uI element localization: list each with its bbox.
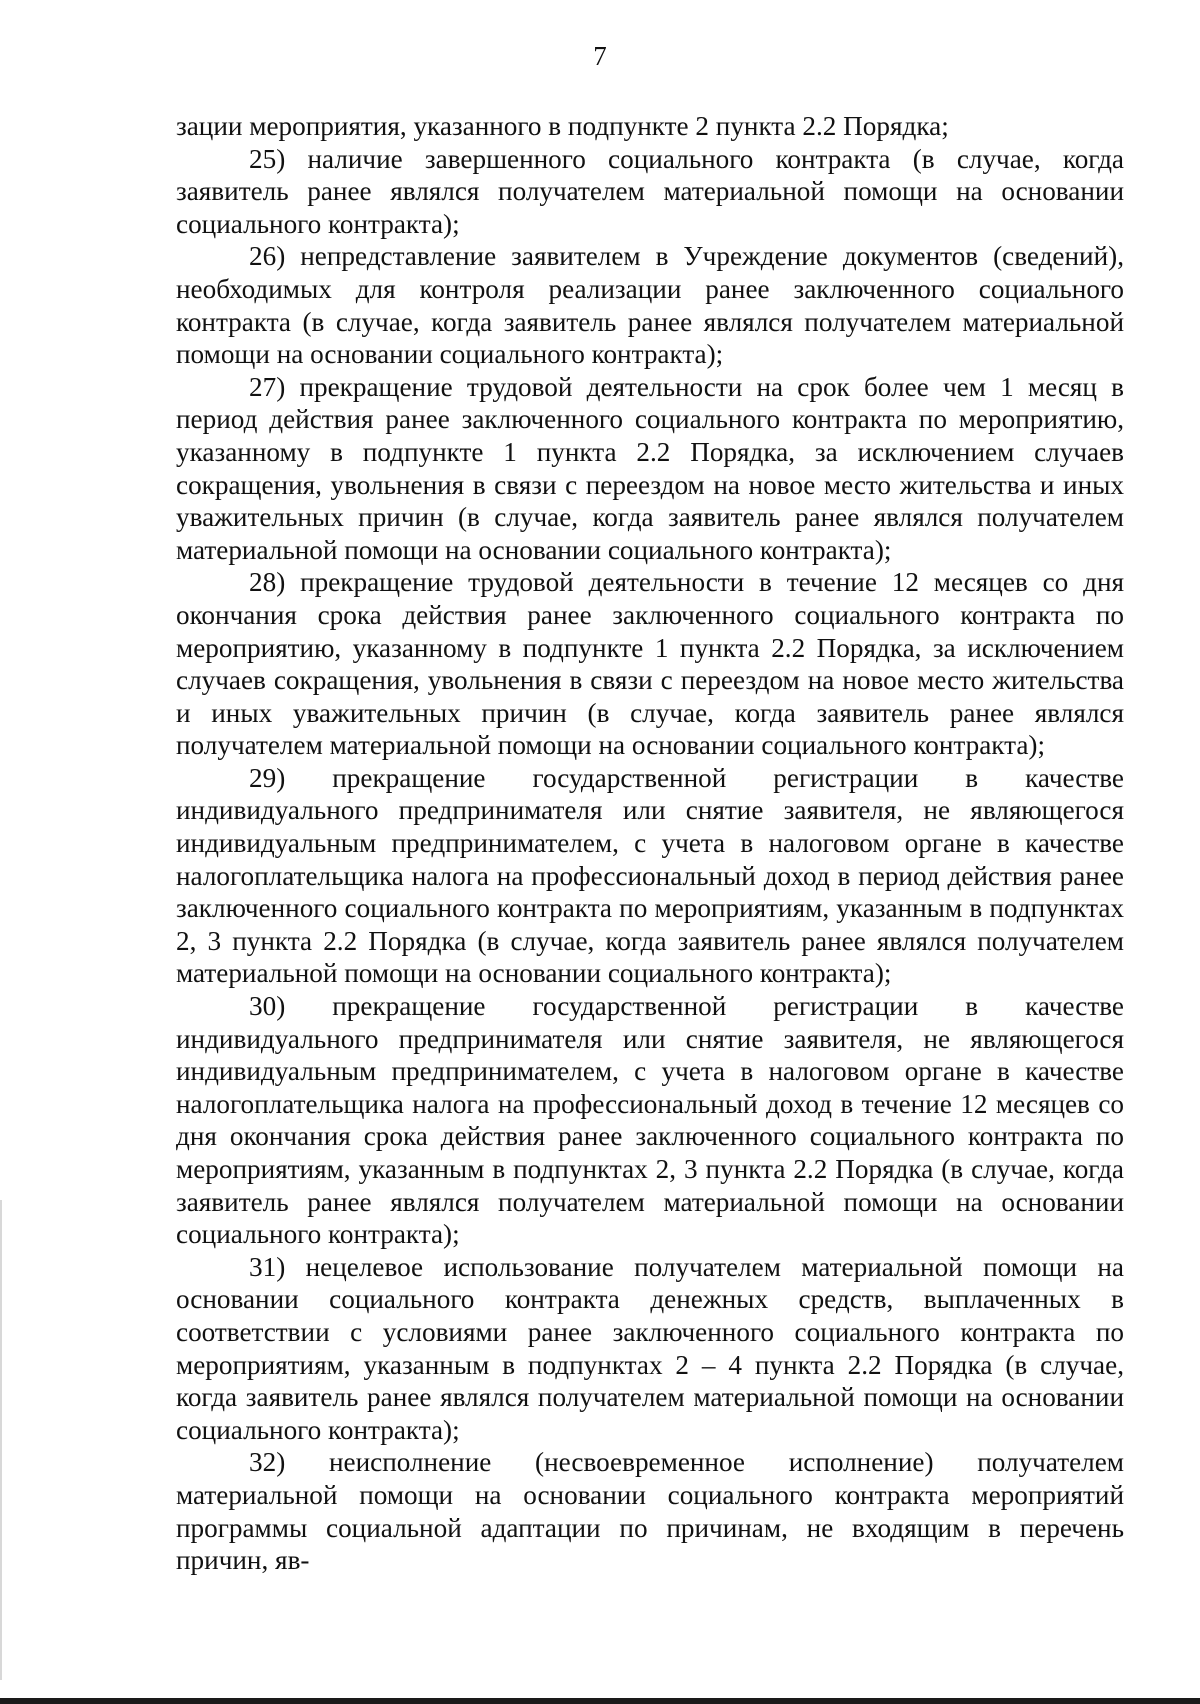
paragraph-item-27: 27) прекращение трудовой деятельности на срок более чем 1 месяц в период действия ранее заключенного социального контракта по мероприятию, указанному в подпункте 1 пункта 2.2 Порядка, за исключением случаев сокращения, увольнения в связи с переездом на новое место жительства и иных уважительных причин (в случае, когда заявитель ранее являлся получателем материальной помощи на основании социального контракта); xyxy=(176,371,1124,565)
document-body xyxy=(176,110,1124,1577)
paragraph-item-28: 28) прекращение трудовой деятельности в течение 12 месяцев со дня окончания срока действия ранее заключенного социального контракта по мероприятию, указанному в подпункте 1 пункта 2.2 Порядка, за исключением случаев сокращения, увольнения в связи с переездом на новое место жительства и иных уважительных причин (в случае, когда заявитель ранее являлся получателем материальной помощи на основании социального контракта); xyxy=(176,567,1124,761)
scan-edge-bottom xyxy=(0,1698,1200,1704)
scan-edge-left xyxy=(0,1200,2,1680)
paragraph-item-26: 26) непредставление заявителем в Учреждение документов (сведений), необходимых для контроля реализации ранее заключенного социального контракта (в случае, когда заявитель ранее являлся получателем материальной помощи на основании социального контракта); xyxy=(176,241,1124,370)
paragraph-continuation: зации мероприятия, указанного в подпункте 2 пункта 2.2 Порядка; xyxy=(176,111,949,141)
page-number: 7 xyxy=(593,41,607,71)
paragraph-item-25: 25) наличие завершенного социального контракта (в случае, когда заявитель ранее являлся получателем материальной помощи на основании социального контракта); xyxy=(176,143,1124,239)
paragraph-item-30: 30) прекращение государственной регистрации в качестве индивидуального предпринимателя или снятие заявителя, не являющегося индивидуальным предпринимателем, с учета в налоговом органе в качестве налогоплательщика налога на профессиональный доход в течение 12 месяцев со дня окончания срока действия ранее заключенного социального контракта по мероприятиям, указанным в подпунктах 2, 3 пункта 2.2 Порядка (в случае, когда заявитель ранее являлся получателем материальной помощи на основании социального контракта); xyxy=(176,991,1124,1250)
paragraph-item-32: 32) неисполнение (несвоевременное исполнение) получателем материальной помощи на основании социального контракта мероприятий программы социальной адаптации по причинам, не входящим в перечень причин, яв- xyxy=(176,1447,1124,1576)
paragraph-item-31: 31) нецелевое использование получателем материальной помощи на основании социального контракта денежных средств, выплаченных в соответствии с условиями ранее заключенного социального контракта по мероприятиям, указанным в подпунктах 2 – 4 пункта 2.2 Порядка (в случае, когда заявитель ранее являлся получателем материальной помощи на основании социального контракта); xyxy=(176,1251,1124,1445)
paragraph-item-29: 29) прекращение государственной регистрации в качестве индивидуального предпринимателя или снятие заявителя, не являющегося индивидуальным предпринимателем, с учета в налоговом органе в качестве налогоплательщика налога на профессиональный доход в период действия ранее заключенного социального контракта по мероприятиям, указанным в подпунктах 2, 3 пункта 2.2 Порядка (в случае, когда заявитель ранее являлся получателем материальной помощи на основании социального контракта); xyxy=(176,762,1124,989)
